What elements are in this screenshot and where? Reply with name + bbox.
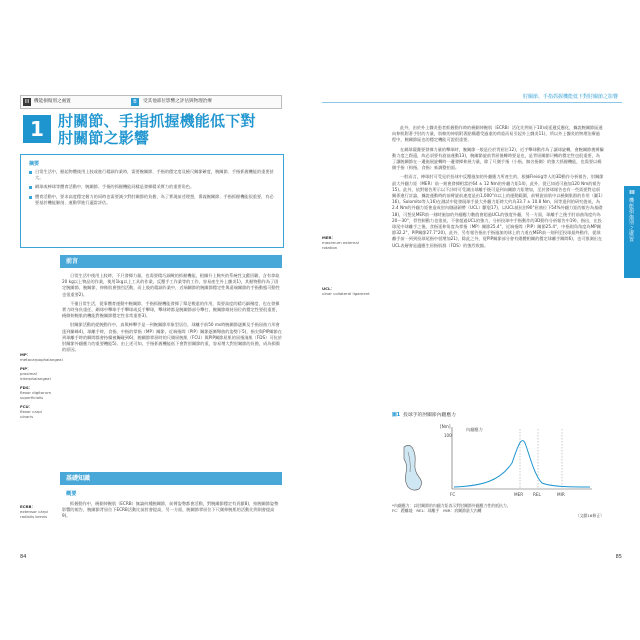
section-badge: B	[131, 98, 139, 106]
page-number: 84	[20, 554, 27, 560]
margin-note: UCL： ulnar collateral ligament	[322, 286, 370, 296]
left-page	[20, 80, 320, 560]
article-title	[20, 110, 282, 150]
overview-body: 抓握動作中，橈側伸腕肌（ECRB）無論何種腕關節，前臂姿勢都會活動，對腕關節穩定有貢獻8)，按腕關節姿勢影響的報告，腕關節背屈位下ECRB活動比前肘會提高，另一方面，腕關節掌屈位下尺側伸腕肌的活動比例則會提高9)。	[62, 501, 279, 519]
intro-paragraph: 日常生活中使用上肢時，不只發揮力量，也需要精巧細緻的抓握機能，根據升上腕夾的系統性文獻回顧，含有拿取20 kg以上物品的作業，使用1kg以上工具的作業，反覆手工作業等的工作，容易產生外上髁炎1)，其握物動作為了固定腕關節、腕關節，伸拗肌會強烈活動，而上肢的精細作業中，近端關節的腕關節穩定性與遠端關節的手指動態可動性也很重要2)。	[62, 273, 280, 297]
caption-line: FC：蹬離地 REL：球離手 MIR：肩關節最大內轉	[392, 508, 482, 513]
running-head-rule	[322, 102, 622, 103]
chapter-side-tab	[624, 186, 640, 278]
x-label-fc: FC	[450, 492, 456, 497]
right-margin-notes	[322, 235, 374, 300]
right-body	[392, 125, 604, 249]
page-number: 85	[615, 554, 622, 560]
varus-torque-curve	[454, 441, 590, 487]
chapter-label: 機能損傷別之處置	[34, 99, 71, 104]
margin-note: FDS： flexor digitorum superficialis	[20, 385, 52, 400]
x-label-rel: REL	[533, 492, 541, 497]
overview-title: 概要	[66, 491, 77, 497]
y-axis-unit: [Nm]	[440, 424, 451, 429]
summary-bullets	[29, 169, 277, 209]
body-paragraph: 在網球競賽要發揮力量的擊球時，腕關節一般是位於背屈位12)，近手擊球動作為了讓球旋轉，會腕關節挽臂驅動力度之際還，故必須要有旋前運動13)，腕關節旋前背屈後轉時要是也，是背屈關節只轉的穩定性也很重要，為了讓腕關節在一邊施展旋轉時一邊發揮伸展力量，除了尺側手指（小指，無名指側）的強大抓握機能，也需要以橈側手指（拇指，食指）來調整拍面。	[392, 146, 604, 171]
margin-note: MER： maximum external rotation	[322, 235, 359, 250]
y-axis-max-tick: 100	[444, 433, 452, 438]
figure-caption	[392, 503, 604, 518]
intro-paragraph: 不僅日常生活，從事體育運動中腕關節，手指抓握機能發揮了舉足輕重的作用，需要高度的精巧細緻度，也在發揮實力時身負重任，網球中擊球手手擊球或反手擊球，擊球時都是腕關節部分擊打，腕關節維持屈位的穩定性要很重要，橈側伸腕肌的機能對腕關節穩定性非常重要3)。	[62, 300, 280, 319]
margin-note: MP： metacarpophalangeal	[20, 352, 63, 362]
chapter-header	[20, 95, 282, 109]
chapter-number-badge: III	[24, 99, 30, 105]
summary-bullet: 日常生活中，握起物體使用上肢或進行精細作業時，需要腕關節、手指的穩定度及橈尺關節確度，腕關節、手指抓握機能的重要甚大。	[29, 169, 277, 181]
section-label: 受其他部位影響之評估與物理治療	[143, 99, 212, 104]
bullet-square-icon	[29, 186, 32, 189]
caption-line: *內翻應力：以肘關節的內翻力矩表示對肘關節外翻應力性的抵抗力。	[392, 503, 511, 508]
title-line-1: 肘關節、手指抓握機能低下對	[58, 112, 256, 130]
intro-heading: 前言	[60, 255, 282, 268]
left-margin-notes	[20, 352, 63, 423]
basics-heading: 基礎知識	[60, 472, 282, 485]
article-title-text	[58, 113, 256, 147]
title-line-2: 肘關節之影響	[58, 129, 150, 147]
x-label-mir: MIR	[557, 492, 565, 497]
figure-plot	[392, 419, 604, 501]
bullet-square-icon	[29, 196, 32, 199]
intro-paragraph: 肘關節活動的從腕動作中，真與棒擊手是一到腕關節形象型居位，球離手前50 ms時腕關節逐漸及手指屈曲力形會達到巔峰4)，球離手時，食指，中指的掌指（MP）關節，近端指間（PIP）關節逐漸彎曲的姿勢下5)，指尖與PIP關節在到球離手時的瞬間都會持續被觸碰到6)，腕關節掌屈時的尺側屈腕肌（FCU）與PIP關節屈肌的屈指淺肌（FDS）可抗於肘關節外翻應力的重要機能5)。由上述可知，手指抓握機能低下會對肘關節的重，容易增大對肘關節的負擔，成為損傷的原因。	[62, 322, 282, 353]
body-paragraph: 此外，由於外上髁炎患者抓握動作時的橈側伸腕肌（ECRB）活化比例低下10)或延遲反應化，據說腕關節區通向伸肌附著手肘的力量，肌軟的伸肌附著點構遭受過重的荷重而易引起外上髁炎11)，所以外上髁炎的物理治療過程中，腕關節區也的穩定機能可說很重要。	[392, 125, 603, 143]
bullet-square-icon	[29, 171, 32, 174]
figure-1	[392, 411, 604, 521]
summary-bullet: 網球或棒球等體育活動中，腕關節、手指的抓握機能同樣是發揮精采實力的重要角色。	[29, 184, 277, 190]
caption-source: （文獻16修正）	[575, 513, 604, 518]
right-page	[322, 80, 622, 560]
side-tab-label: 機能損傷別之處置	[629, 198, 635, 243]
body-paragraph: 一般而言，棒球肘可受見於投球中反覆施加的外翻應力所產生的，根據Fleisig等人的3D動作分析報告，肘關節最大外翻力矩（MER）前一刻會發揮相當於64 ± 12 Nm的外翻力矩14)，此外，從已知道可施加120 Nm的報告15)。此外，依對報告所示以不計時可受測出球離手後可是到向關節力矩增加，至於發球報告也有一些需要對這項關係進行討論，據說運動時的前臂旋前速度是由1,000°/s以上的運動範圍，前臂旋前肌中以橈側肌群的作用（圖1）16)。Solomito等人16)在測試中從發現球手最大外翻力矩時大約為33.7 ± 10.8 Nm，同等達到的研究值低，為2.4 Nm的外翻力矩會造成肘內側副韌帶（UCL）斷裂17)，以UCL抵抗肘90°屈曲位下54%外翻力矩的報告為基礎18)，可想見MER前一刻時施加的外翻應力數值會超過UCL的強度外翻，另一方面，球離手之後手肘前曲角度約為20～30°，骨性制動力也很低，不會超過UCL的強力，分析投球中手指動作的3D動作分析報告中19)，指出，在投球尾中球離手之後，食指延伸角度為掌指（MP）關節25.4°，近端指間（PIP）關節25.4°，中指則角角度為MP關節32.2°，PIP關節27.7°20)，此外，另有報告指出手指施加的球上的力道在MER前一刻到至投球最終動作，從球離手前一到到投球尾指中很增加21)，除此之外，從PIP關節部分會有總體相關的穩定球離手瞬間6)，也可推測出在UCL表層會是適應生屈指肌群（FDS）的強烈收縮。	[392, 174, 604, 248]
summary-box	[20, 154, 284, 248]
summary-bullet: 體育活動中，要求高度穩定握力的同時也需要減少對肘關節的負擔，為了實現前述理想，番義腕關節、手指抓握機能很重要，有必要基於機能解剖、運動學進行適當評估。	[29, 194, 277, 206]
x-label-mer: MER	[514, 492, 524, 497]
pitcher-illustration	[404, 445, 422, 490]
left-margin-notes-bottom	[20, 504, 56, 523]
margin-note: ECRB： extensor carpi radialis brevis	[20, 504, 48, 519]
margin-note: FCU： flexor carpi ulnaris	[20, 404, 42, 419]
intro-body	[62, 273, 282, 353]
figure-title: 圖1 投球手的肘關節內翻應力	[392, 413, 456, 418]
side-tab-number: III	[629, 190, 635, 196]
margin-note: PIP： proximal interphalangeal	[20, 366, 51, 381]
article-number: 1	[23, 115, 51, 143]
summary-title: 摘要	[29, 161, 40, 167]
running-head: 肘關節、手指抓握機能低下對肘關節之影響	[522, 94, 618, 100]
y-axis-label: 內翻應力	[466, 427, 483, 432]
